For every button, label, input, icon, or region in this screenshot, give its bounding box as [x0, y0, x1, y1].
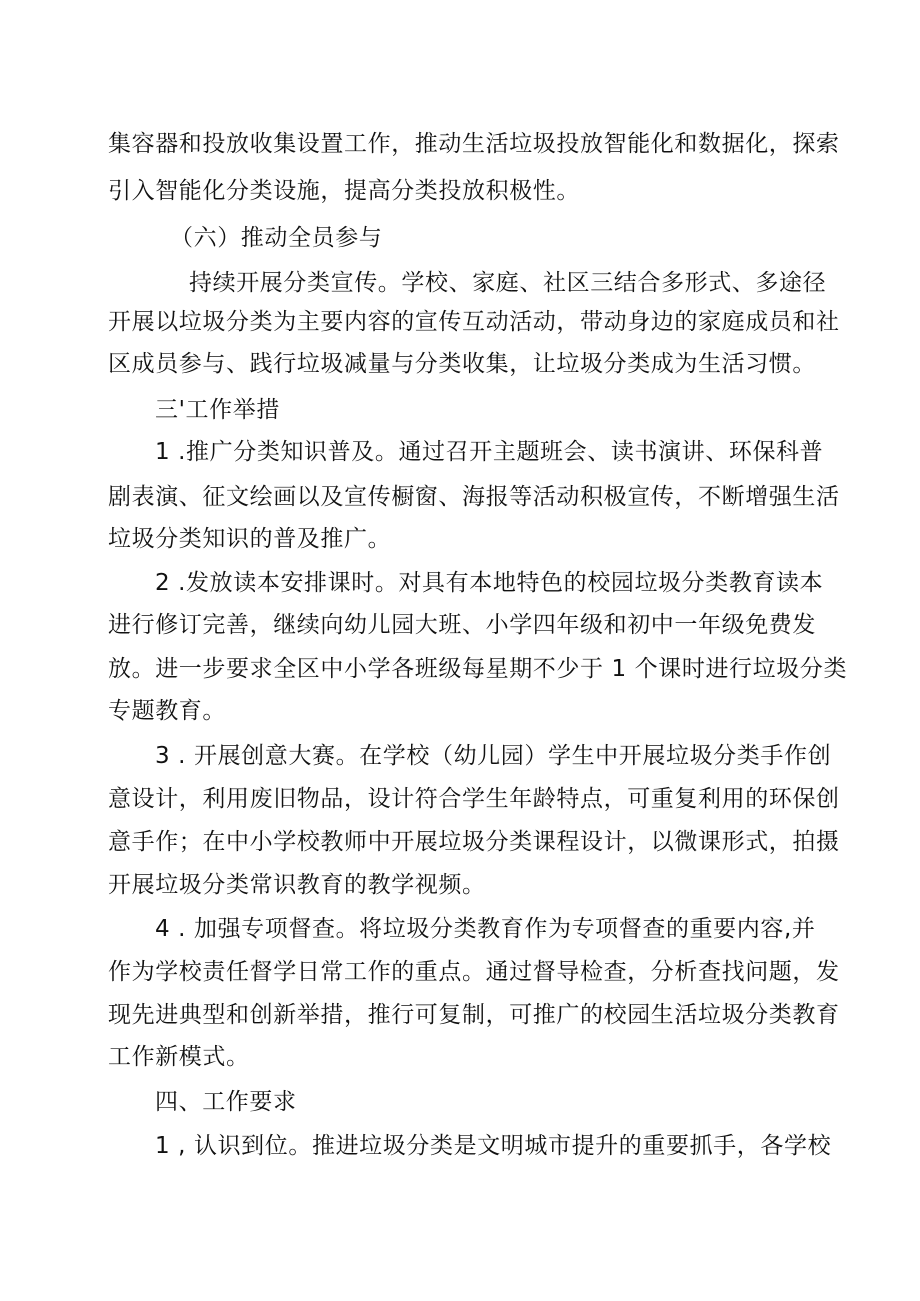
- text-line: 开展垃圾分类常识教育的教学视频。: [108, 872, 486, 898]
- text-line: 意设计，利用废旧物品，设计符合学生年龄特点，可重复利用的环保创: [108, 786, 840, 812]
- text-line: 放。进一步要求全区中小学各班级每星期不少于 1 个课时进行垃圾分类: [108, 656, 848, 682]
- paragraph-first-line: 2 .发放读本安排课时。对具有本地特色的校园垃圾分类教育读本: [155, 570, 824, 596]
- text-line: 现先进典型和创新举措，推行可复制，可推广的校园生活垃圾分类教育: [108, 1002, 840, 1028]
- text-line: 开展以垃圾分类为主要内容的宣传互动活动，带动身边的家庭成员和社: [108, 309, 840, 335]
- text-line: 进行修订完善，继续向幼儿园大班、小学四年级和初中一年级免费发: [108, 612, 816, 638]
- text-line: 垃圾分类知识的普及推广。: [108, 526, 392, 552]
- text-line: 意手作；在中小学校教师中开展垃圾分类课程设计，以微课形式，拍摄: [108, 829, 840, 855]
- text-line: 剧表演、征文绘画以及宣传橱窗、海报等活动积极宣传，不断增强生活: [108, 484, 840, 510]
- paragraph-first-line: 4 . 加强专项督查。将垃圾分类教育作为专项督查的重要内容,并: [155, 916, 816, 942]
- text-line: 集容器和投放收集设置工作，推动生活垃圾投放智能化和数据化，探索: [108, 131, 840, 157]
- paragraph-first-line: 1 , 认识到位。推进垃圾分类是文明城市提升的重要抓手，各学校: [155, 1133, 832, 1159]
- section-heading: （六）推动全员参与: [170, 225, 383, 251]
- section-heading: 四、工作要求: [155, 1089, 297, 1115]
- text-line: 引入智能化分类设施，提高分类投放积极性。: [108, 178, 580, 204]
- section-heading: 三'工作举措: [155, 397, 280, 423]
- text-line: 作为学校责任督学日常工作的重点。通过督导检查，分析查找问题，发: [108, 959, 840, 985]
- text-line: 区成员参与、践行垃圾减量与分类收集，让垃圾分类成为生活习惯。: [108, 351, 816, 377]
- paragraph-first-line: 持续开展分类宣传。学校、家庭、社区三结合多形式、多途径: [189, 270, 827, 296]
- text-line: 工作新模式。: [108, 1044, 250, 1070]
- text-line: 专题教育。: [108, 698, 226, 724]
- paragraph-first-line: 3 . 开展创意大赛。在学校（幼儿园）学生中开展垃圾分类手作创: [155, 743, 832, 769]
- paragraph-first-line: 1 .推广分类知识普及。通过召开主题班会、读书演讲、环保科普: [155, 439, 824, 465]
